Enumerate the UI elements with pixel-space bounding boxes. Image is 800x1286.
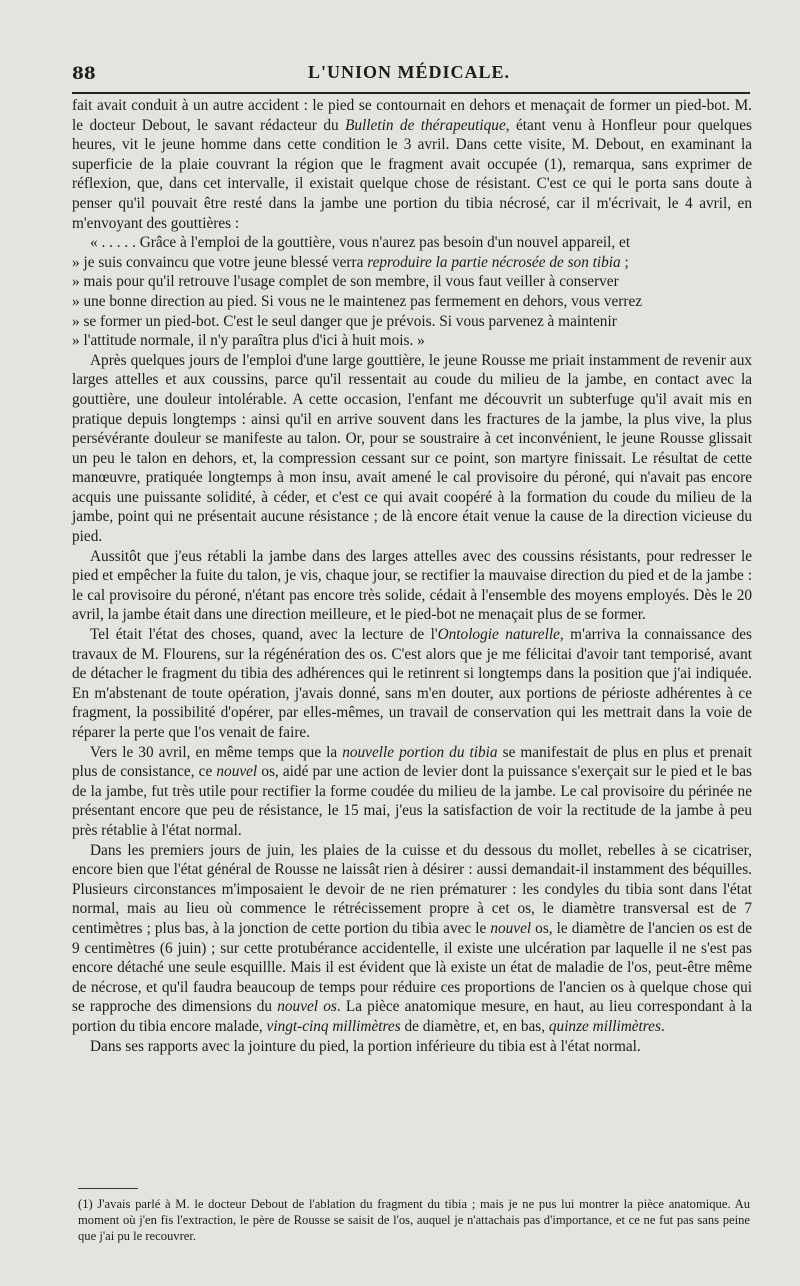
paragraph-text: fait avait conduit à un autre accident : le pied se contournait en dehors et menaçait de former un pied-bot. M. le docteur Debout, le savant rédacteur du: [72, 97, 752, 134]
italic-phrase: nouvel: [490, 919, 532, 937]
italic-title: Ontologie naturelle: [437, 626, 560, 644]
quote-line: » se former un pied-bot. C'est le seul danger que je prévois. Si vous parvenez à maintenir: [72, 312, 617, 330]
body-text: [72, 96, 752, 1056]
paragraph-text: .: [660, 1017, 665, 1035]
italic-phrase: vingt-cinq millimètres: [266, 1017, 401, 1035]
footnote: (1) J'avais parlé à M. le docteur Debout de l'ablation du fragment du tibia ; mais je ne pus lui montrer la pièce anatomique. Au moment où j'en fis l'extraction, le père de Rousse se saisit de l'os, auquel je n'attachais pas d'importance, et ce ne fut pas sans peine que j'ai pu le recouvrer.: [78, 1197, 750, 1243]
paragraph-6: [72, 841, 752, 1037]
paragraph-4: [72, 625, 752, 743]
paragraph-7: Dans ses rapports avec la jointure du pied, la portion inférieure du tibia est à l'état normal.: [90, 1037, 641, 1055]
header-rule: [72, 92, 750, 94]
quotation: [72, 233, 752, 351]
running-head: L'UNION MÉDICALE.: [307, 62, 511, 82]
paragraph-5: [72, 743, 752, 841]
quote-line: « . . . . . Grâce à l'emploi de la gouttière, vous n'aurez pas besoin d'un nouvel appareil, et: [90, 234, 631, 252]
paragraph-text: , m'arriva la connaissance des travaux de M. Flourens, sur la régénération des os. C'est alors que je me félicitai d'avoir tant temporisé, avant de détacher le fragment du tibia des adhérences qui le retinrent si longtemps dans la position que j'ai indiquée. En m'abstenant de toute opération, j'avais donné, sans m'en douter, aux portions de périoste adhérentes à ce fragment, la possibilité d'opérer, par elles-mêmes, un travail de conservation qui les mettrait dans la voie de réparer la perte que l'os venait de faire.: [72, 626, 752, 741]
quote-italic: reproduire la partie nécrosée de son tibia: [367, 253, 621, 271]
quote-line: » mais pour qu'il retrouve l'usage complet de son membre, il vous faut veiller à conserver: [72, 273, 619, 291]
paragraph-text: os, le diamètre de l'ancien os est de 9 centimètres (6 juin) ; sur cette protubérance accidentelle, il existe une ulcération par laquelle il ne s'est pas encore détaché une seule esquillle. Mais il est évident que là existe un état de maladie de l'os, peut-être même de nécrose, et qu'il faudra beaucoup de temps pour réduire ces proportions de l'ancien os à quelque chose qui se rapproche des dimensions du: [72, 919, 752, 1016]
quote-text: ;: [620, 253, 629, 271]
paragraph-3: Aussitôt que j'eus rétabli la jambe dans des larges attelles avec des coussins résistants, pour redresser le pied et empêcher la fuite du talon, je vis, chaque jour, se rectifier la mauvaise direction du pied et de la jambe : le cal provisoire du péroné, n'étant pas encore très solide, cédait à l'ensemble des moyens employés. Dès le 20 avril, la jambe était dans une direction meilleure, et le pied-bot ne menaçait plus de se former.: [72, 547, 752, 624]
page-number: 88: [72, 64, 96, 84]
footnote-rule: [78, 1188, 138, 1189]
quote-line: » une bonne direction au pied. Si vous ne le maintenez pas fermement en dehors, vous verrez: [72, 292, 643, 310]
italic-title: Bulletin de thérapeutique: [345, 116, 506, 134]
paragraph-text: Dans les premiers jours de juin, les plaies de la cuisse et du dessous du mollet, rebelles à se cicatriser, encore bien que l'état général de Rousse ne laissât rien à désirer : aussi demandait-il instamment des béquilles. Plusieurs circonstances m'imposaient le devoir de ne rien prématurer : les condyles du tibia sont dans l'état normal, mais au lieu où commence le rétrécissement propre à cet os, le diamètre transversal est de 7 centimètres ; plus bas, à la jonction de cette portion du tibia avec le: [72, 841, 752, 937]
quote-line: » l'attitude normale, il n'y paraîtra plus d'ici à huit mois. »: [72, 332, 425, 350]
italic-phrase: nouvelle portion du tibia: [342, 743, 498, 761]
paragraph-text: se manifestait de plus en plus et prenait plus de consistance, ce: [72, 743, 752, 781]
paragraph-2: Après quelques jours de l'emploi d'une large gouttière, le jeune Rousse me priait instamment de revenir aux larges attelles et aux coussins, parce qu'il ressentait au coude du milieu de la jambe, en contact avec la gouttière, une douleur intolérable. A cette occasion, l'enfant me découvrit un subterfuge qu'il avait mis en pratique depuis longtemps : ainsi qu'il en arrive souvent dans les fractures de la jambe, la plus vive, la plus persévérante douleur se manifeste au talon. Or, pour se soustraire à cet inconvénient, le jeune Rousse glissait un peu le talon en dehors, et, la compression cessant sur ce point, son martyre finissait. Le résultat de cette manœuvre, pratiquée longtemps à mon insu, avait amené le cal provisoire du péroné, qui n'avait pas encore acquis une puissante solidité, à céder, et c'est ce qui avait coopéré à la formation du coude du milieu de la jambe, point qui ne présentait aucune résistance ; de là encore était venue la cause de la direction vicieuse du pied.: [72, 351, 752, 546]
page-header: [68, 58, 750, 88]
paragraph-text: , étant venu à Honfleur pour quelques heures, vit le jeune homme dans cette condition le 3 avril. Dans cette visite, M. Debout, en examinant la superficie de la plaie couvrant la région que le fragment avait occupée (1), remarqua, sans exprimer de réflexion, que, dans cet intervalle, il existait quelque chose de résistant. C'est ce qui le porta sans doute à penser qu'il pouvait être resté dans la jambe une portion du tibia nécrosé, car il m'écrivait, le 4 avril, en m'envoyant des gouttières :: [72, 116, 753, 232]
paragraph-text: Tel était l'état des choses, quand, avec la lecture de l': [90, 626, 438, 644]
quote-line: [72, 253, 752, 273]
paragraph-text: os, aidé par une action de levier dont la puissance s'exerçait sur le pied et le bas de la jambe, fut très utile pour rectifier la forme coudée du milieu de la jambe. Le cal provisoire du périnée ne présentant encore que peu de résistance, le 15 mai, j'eus la satisfaction de voir la rectitude de la jambe à peu près rétablie à l'état normal.: [72, 763, 752, 839]
paragraph-text: Vers le 30 avril, en même temps que la: [90, 743, 343, 761]
paragraph-text: de diamètre, et, en bas,: [400, 1017, 549, 1035]
paragraph-text: . La pièce anatomique mesure, en haut, au lieu correspondant à la portion du tibia encore malade,: [72, 998, 753, 1035]
italic-phrase: nouvel: [216, 763, 258, 781]
paragraph-1: [72, 96, 752, 233]
italic-phrase: nouvel os: [277, 998, 337, 1016]
quote-text: » je suis convaincu que votre jeune blessé verra: [72, 253, 368, 271]
italic-phrase: quinze millimètres: [548, 1017, 661, 1035]
